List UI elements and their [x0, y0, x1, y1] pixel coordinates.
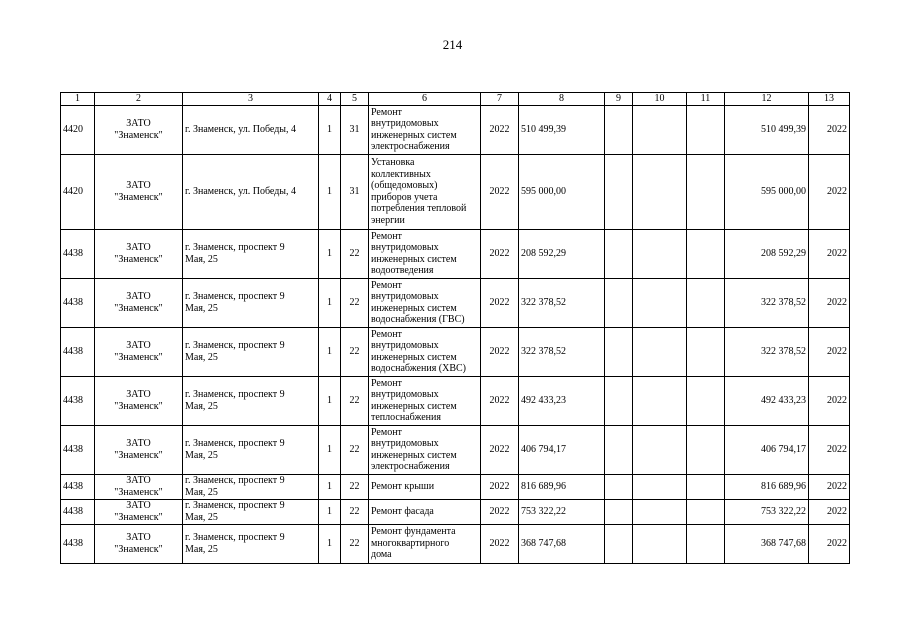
col9-cell — [605, 376, 633, 425]
col9-cell — [605, 154, 633, 229]
col10-cell — [633, 425, 687, 474]
column-number: 8 — [519, 93, 605, 106]
col4-cell: 1 — [319, 376, 341, 425]
column-number: 2 — [95, 93, 183, 106]
col5-cell: 22 — [341, 524, 369, 563]
col11-cell — [687, 105, 725, 154]
col4-cell: 1 — [319, 278, 341, 327]
col5-cell: 22 — [341, 376, 369, 425]
column-number-row — [61, 93, 850, 106]
total-cost-cell: 368 747,68 — [519, 524, 605, 563]
column-number: 11 — [687, 93, 725, 106]
table-row — [61, 229, 850, 278]
total-cost-cell: 510 499,39 — [519, 105, 605, 154]
column-number: 7 — [481, 93, 519, 106]
funding-amount-cell: 322 378,52 — [725, 278, 809, 327]
completion-year-cell: 2022 — [809, 154, 850, 229]
work-type-line: многоквартирного — [371, 537, 450, 549]
column-number: 10 — [633, 93, 687, 106]
work-type-line: Ремонт — [371, 328, 402, 340]
col9-cell — [605, 327, 633, 376]
table-row — [61, 499, 850, 524]
page-number: 214 — [442, 37, 463, 52]
col10-cell — [633, 499, 687, 524]
address-line: Мая, 25 — [185, 400, 218, 412]
funding-amount-cell: 595 000,00 — [725, 154, 809, 229]
col10-cell — [633, 474, 687, 499]
completion-year-cell: 2022 — [809, 105, 850, 154]
year-cell: 2022 — [481, 376, 519, 425]
col4-cell: 1 — [319, 474, 341, 499]
work-type-cell — [369, 154, 481, 229]
completion-year-cell: 2022 — [809, 376, 850, 425]
municipality-line: "Знаменск" — [114, 543, 163, 555]
table-row — [61, 278, 850, 327]
work-type-line: внутридомовых — [371, 291, 439, 302]
work-type-line: инженерных систем — [371, 129, 457, 141]
col4-cell: 1 — [319, 524, 341, 563]
col5-cell: 31 — [341, 105, 369, 154]
total-cost-cell: 753 322,22 — [519, 499, 605, 524]
year-cell: 2022 — [481, 278, 519, 327]
col11-cell — [687, 376, 725, 425]
funding-amount-cell: 406 794,17 — [725, 425, 809, 474]
table-body — [61, 93, 850, 564]
work-type-line: Ремонт — [371, 106, 402, 118]
municipality-line: ЗАТО — [126, 291, 151, 302]
work-type-line: потребления тепловой — [371, 203, 467, 214]
year-cell: 2022 — [481, 327, 519, 376]
work-type-line: энергии — [371, 214, 405, 226]
address-line: г. Знаменск, проспект 9 — [185, 475, 285, 486]
address-cell — [183, 278, 319, 327]
year-cell: 2022 — [481, 154, 519, 229]
col9-cell — [605, 278, 633, 327]
municipality-cell — [95, 376, 183, 425]
work-type-line: водоснабжения (ГВС) — [371, 314, 465, 325]
municipality-line: ЗАТО — [126, 438, 151, 449]
col10-cell — [633, 154, 687, 229]
work-type-cell — [369, 376, 481, 425]
municipality-cell — [95, 278, 183, 327]
house-id-cell: 4438 — [61, 425, 95, 474]
work-type-line: внутридомовых — [371, 389, 439, 400]
address-cell — [183, 499, 319, 524]
work-type-cell — [369, 229, 481, 278]
address-cell — [183, 327, 319, 376]
work-type-line: внутридомовых — [371, 118, 439, 129]
municipality-line: ЗАТО — [126, 475, 151, 486]
col11-cell — [687, 327, 725, 376]
col4-cell: 1 — [319, 327, 341, 376]
column-number: 12 — [725, 93, 809, 106]
municipality-cell — [95, 524, 183, 563]
table-row — [61, 105, 850, 154]
work-type-line: Ремонт фасада — [371, 505, 434, 517]
col9-cell — [605, 229, 633, 278]
municipality-line: ЗАТО — [126, 532, 151, 543]
work-type-line: Ремонт крыши — [371, 480, 435, 492]
address-cell — [183, 524, 319, 563]
completion-year-cell: 2022 — [809, 499, 850, 524]
total-cost-cell: 208 592,29 — [519, 229, 605, 278]
municipality-line: ЗАТО — [126, 340, 151, 351]
col4-cell: 1 — [319, 154, 341, 229]
municipality-line: "Знаменск" — [114, 253, 163, 265]
col9-cell — [605, 105, 633, 154]
funding-amount-cell: 753 322,22 — [725, 499, 809, 524]
column-number: 4 — [319, 93, 341, 106]
col4-cell: 1 — [319, 229, 341, 278]
total-cost-cell: 322 378,52 — [519, 327, 605, 376]
col11-cell — [687, 154, 725, 229]
address-cell — [183, 425, 319, 474]
col9-cell — [605, 425, 633, 474]
table-row — [61, 524, 850, 563]
col5-cell: 22 — [341, 499, 369, 524]
municipality-line: "Знаменск" — [114, 351, 163, 363]
year-cell: 2022 — [481, 229, 519, 278]
municipality-cell — [95, 154, 183, 229]
col4-cell: 1 — [319, 499, 341, 524]
work-type-line: внутридомовых — [371, 438, 439, 449]
municipality-line: ЗАТО — [126, 180, 151, 191]
work-type-line: внутридомовых — [371, 340, 439, 351]
work-type-line: инженерных систем — [371, 449, 457, 461]
municipality-line: "Знаменск" — [114, 511, 163, 523]
house-id-cell: 4438 — [61, 327, 95, 376]
col9-cell — [605, 474, 633, 499]
work-type-line: водоснабжения (ХВС) — [371, 363, 467, 374]
address-line: г. Знаменск, проспект 9 — [185, 340, 285, 351]
work-type-cell — [369, 474, 481, 499]
funding-amount-cell: 510 499,39 — [725, 105, 809, 154]
work-type-line: Установка — [371, 157, 415, 168]
col4-cell: 1 — [319, 105, 341, 154]
address-line: г. Знаменск, проспект 9 — [185, 500, 285, 511]
house-id-cell: 4420 — [61, 154, 95, 229]
col10-cell — [633, 229, 687, 278]
address-line: г. Знаменск, ул. Победы, 4 — [185, 185, 297, 197]
municipality-line: "Знаменск" — [114, 400, 163, 412]
work-type-line: приборов учета — [371, 191, 438, 203]
completion-year-cell: 2022 — [809, 524, 850, 563]
col10-cell — [633, 278, 687, 327]
address-line: г. Знаменск, проспект 9 — [185, 438, 285, 449]
address-line: Мая, 25 — [185, 302, 218, 314]
completion-year-cell: 2022 — [809, 474, 850, 499]
completion-year-cell: 2022 — [809, 425, 850, 474]
work-type-line: электроснабжения — [371, 461, 450, 472]
house-id-cell: 4438 — [61, 474, 95, 499]
work-type-line: Ремонт фундамента — [371, 526, 456, 538]
municipality-cell — [95, 474, 183, 499]
municipality-cell — [95, 425, 183, 474]
municipality-cell — [95, 327, 183, 376]
funding-amount-cell: 816 689,96 — [725, 474, 809, 499]
col10-cell — [633, 376, 687, 425]
year-cell: 2022 — [481, 499, 519, 524]
column-number: 9 — [605, 93, 633, 106]
house-id-cell: 4438 — [61, 499, 95, 524]
work-type-line: Ремонт — [371, 377, 402, 389]
work-type-line: (общедомовых) — [371, 180, 438, 191]
col5-cell: 31 — [341, 154, 369, 229]
year-cell: 2022 — [481, 425, 519, 474]
table-row — [61, 327, 850, 376]
address-line: г. Знаменск, проспект 9 — [185, 242, 285, 253]
work-type-line: электроснабжения — [371, 141, 450, 152]
address-line: Мая, 25 — [185, 449, 218, 461]
year-cell: 2022 — [481, 474, 519, 499]
col11-cell — [687, 229, 725, 278]
column-number: 1 — [61, 93, 95, 106]
col10-cell — [633, 105, 687, 154]
col5-cell: 22 — [341, 474, 369, 499]
house-id-cell: 4438 — [61, 376, 95, 425]
year-cell: 2022 — [481, 105, 519, 154]
work-type-cell — [369, 499, 481, 524]
column-number: 5 — [341, 93, 369, 106]
address-cell — [183, 474, 319, 499]
col4-cell: 1 — [319, 425, 341, 474]
funding-amount-cell: 322 378,52 — [725, 327, 809, 376]
completion-year-cell: 2022 — [809, 278, 850, 327]
work-type-line: Ремонт — [371, 426, 402, 438]
municipality-line: ЗАТО — [126, 500, 151, 511]
work-type-line: инженерных систем — [371, 351, 457, 363]
address-cell — [183, 105, 319, 154]
col11-cell — [687, 425, 725, 474]
completion-year-cell: 2022 — [809, 229, 850, 278]
col11-cell — [687, 499, 725, 524]
work-type-cell — [369, 524, 481, 563]
funding-amount-cell: 208 592,29 — [725, 229, 809, 278]
col9-cell — [605, 499, 633, 524]
col11-cell — [687, 474, 725, 499]
municipality-line: "Знаменск" — [114, 129, 163, 141]
col10-cell — [633, 524, 687, 563]
address-cell — [183, 229, 319, 278]
house-id-cell: 4438 — [61, 229, 95, 278]
house-id-cell: 4420 — [61, 105, 95, 154]
total-cost-cell: 322 378,52 — [519, 278, 605, 327]
col9-cell — [605, 524, 633, 563]
table-row — [61, 376, 850, 425]
municipality-line: "Знаменск" — [114, 486, 163, 498]
address-line: г. Знаменск, проспект 9 — [185, 291, 285, 302]
col11-cell — [687, 278, 725, 327]
col5-cell: 22 — [341, 425, 369, 474]
column-number: 13 — [809, 93, 850, 106]
completion-year-cell: 2022 — [809, 327, 850, 376]
funding-amount-cell: 492 433,23 — [725, 376, 809, 425]
address-line: г. Знаменск, проспект 9 — [185, 389, 285, 400]
column-number: 3 — [183, 93, 319, 106]
work-type-cell — [369, 278, 481, 327]
capital-repair-table — [60, 92, 850, 564]
address-line: Мая, 25 — [185, 253, 218, 265]
address-cell — [183, 154, 319, 229]
address-line: г. Знаменск, ул. Победы, 4 — [185, 123, 297, 135]
work-type-line: внутридомовых — [371, 242, 439, 253]
address-line: г. Знаменск, проспект 9 — [185, 532, 285, 543]
table-row — [61, 425, 850, 474]
municipality-line: "Знаменск" — [114, 449, 163, 461]
work-type-line: инженерных систем — [371, 302, 457, 314]
house-id-cell: 4438 — [61, 524, 95, 563]
work-type-cell — [369, 105, 481, 154]
work-type-cell — [369, 327, 481, 376]
municipality-cell — [95, 499, 183, 524]
work-type-line: водоотведения — [371, 265, 434, 276]
work-type-line: дома — [371, 549, 392, 561]
total-cost-cell: 406 794,17 — [519, 425, 605, 474]
col10-cell — [633, 327, 687, 376]
work-type-cell — [369, 425, 481, 474]
col5-cell: 22 — [341, 327, 369, 376]
table-row — [61, 154, 850, 229]
municipality-line: ЗАТО — [126, 242, 151, 253]
address-line: Мая, 25 — [185, 543, 218, 555]
work-type-line: инженерных систем — [371, 400, 457, 412]
table-row — [61, 474, 850, 499]
total-cost-cell: 595 000,00 — [519, 154, 605, 229]
municipality-line: ЗАТО — [126, 118, 151, 129]
col11-cell — [687, 524, 725, 563]
work-type-line: теплоснабжения — [371, 412, 441, 423]
column-number: 6 — [369, 93, 481, 106]
address-line: Мая, 25 — [185, 351, 218, 363]
total-cost-cell: 816 689,96 — [519, 474, 605, 499]
municipality-line: "Знаменск" — [114, 302, 163, 314]
house-id-cell: 4438 — [61, 278, 95, 327]
address-line: Мая, 25 — [185, 486, 218, 498]
work-type-line: Ремонт — [371, 279, 402, 291]
municipality-line: ЗАТО — [126, 389, 151, 400]
address-line: Мая, 25 — [185, 511, 218, 523]
municipality-cell — [95, 105, 183, 154]
municipality-line: "Знаменск" — [114, 191, 163, 203]
total-cost-cell: 492 433,23 — [519, 376, 605, 425]
col5-cell: 22 — [341, 278, 369, 327]
address-cell — [183, 376, 319, 425]
work-type-line: Ремонт — [371, 230, 402, 242]
year-cell: 2022 — [481, 524, 519, 563]
municipality-cell — [95, 229, 183, 278]
col5-cell: 22 — [341, 229, 369, 278]
work-type-line: коллективных — [371, 168, 431, 180]
work-type-line: инженерных систем — [371, 253, 457, 265]
funding-amount-cell: 368 747,68 — [725, 524, 809, 563]
